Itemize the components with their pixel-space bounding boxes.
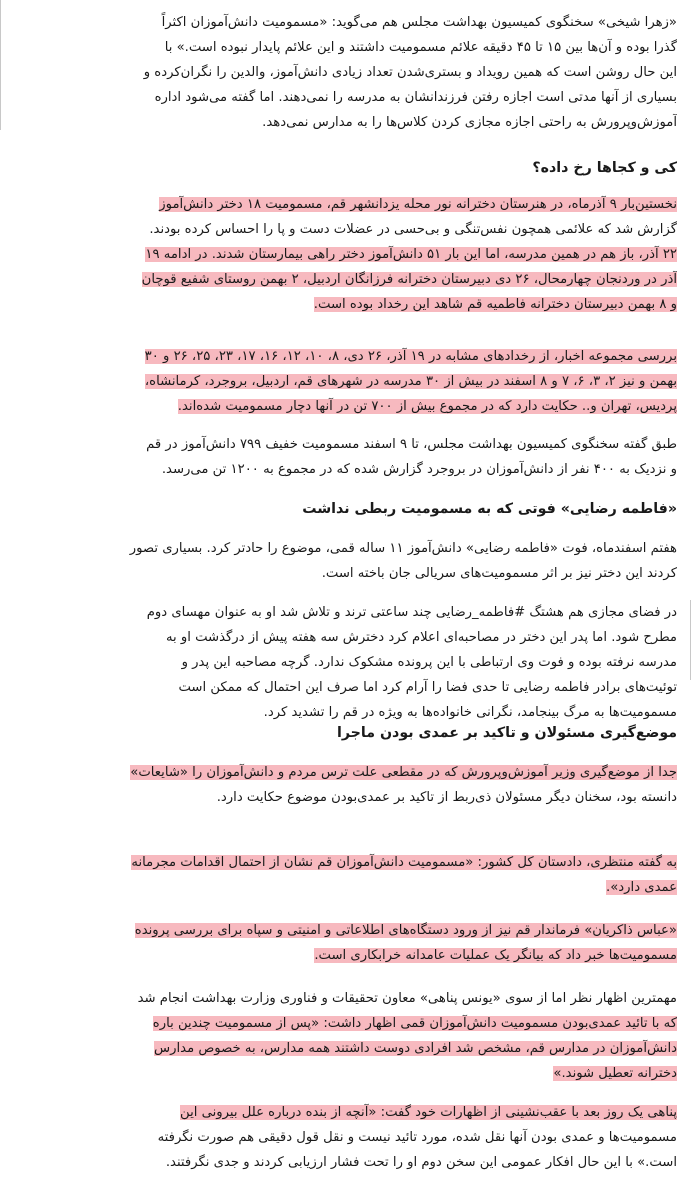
highlighted-text: که با تائید عمدی‌بودن مسمومیت دانش‌آموزان قمی اظهار داشت: «پس از مسمومیت چندین باره (152, 1016, 677, 1031)
text-line (13, 1061, 677, 1086)
paragraph-minister (13, 760, 677, 810)
text-line (13, 760, 677, 785)
text-line: توئیت‌های برادر فاطمه رضایی تا حدی فضا را آرام کرد اما صرف این احتمال که ممکن است (178, 680, 677, 695)
text-line (13, 192, 677, 217)
text-line (13, 394, 677, 419)
text-line: و نزدیک به ۴۰۰ نفر از دانش‌آموزان در بروجرد گزارش شده که در مجموع به ۱۲۰۰ تن می‌رسد. (161, 462, 677, 477)
highlighted-text: دانش‌آموزان در مدارس قم، مشخص شد افرادی دوست داشتند همه مدارس، به خصوص مدارس (154, 1041, 677, 1056)
text-line: مسمومیت‌ها و عمدی بودن آنها نقل شده، مورد تائید نیست و نقل قول دقیقی هم صورت نگرفته (157, 1130, 677, 1145)
text-line: دانسته بود، سخنان دیگر مسئولان ذی‌ربط از تاکید بر عمدی‌بودن موضوع حکایت دارد. (216, 790, 677, 805)
text-line (13, 267, 677, 292)
paragraph-prosecutor (13, 850, 677, 900)
paragraph-governor (13, 918, 677, 968)
text-line (13, 369, 677, 394)
highlighted-text: ۲۲ آذر، باز هم در همین مدرسه، اما این بار ۵۱ دانش‌آموز دختر راهی بیمارستان شدند. در ادامه ۱۹ (145, 247, 677, 262)
text-line (13, 242, 677, 267)
paragraph-death-report (13, 536, 677, 586)
section-heading-fatemeh-rezaei: «فاطمه رضایی» فوتی که به مسمومیت ربطی نداشت (302, 501, 677, 517)
text-line: در فضای مجازی هم هشتگ #فاطمه_رضایی چند ساعتی ترند و تلاش شد او به عنوان مهسای دوم (146, 605, 677, 620)
text-line (13, 344, 677, 369)
highlighted-text: دخترانه تعطیل شوند.» (553, 1066, 677, 1081)
text-line: مهمترین اظهار نظر اما از سوی «یونس پناهی» معاون تحقیقات و فناوری وزارت بهداشت انجام شد (137, 991, 677, 1006)
text-line: مسمومیت‌ها به مرگ بینجامد، نگرانی خانواده‌ها به ویژه در قم را تشدید کرد. (263, 705, 677, 720)
highlighted-text: بررسی مجموعه اخبار، از رخدادهای مشابه در ۱۹ آذر، ۲۶ دی، ۸، ۱۰، ۱۲، ۱۶، ۱۷، ۲۳، ۲۵، ۲۶ و ۳۰ (144, 349, 677, 364)
highlighted-text: نخستین‌بار ۹ آذرماه، در هنرستان دخترانه نور محله یزدانشهر قم، مسمومیت ۱۸ دختر دانش‌آموز (159, 197, 677, 212)
text-line: طبق گفته سخنگوی کمیسیون بهداشت مجلس، تا ۹ اسفند مسمومیت خفیف ۷۹۹ دانش‌آموز در قم (146, 437, 677, 452)
highlighted-text: آذر در وردنجان چهارمحال، ۲۶ دی دبیرستان دخترانه فرزانگان اردبیل، ۲ بهمن روستای شفیع قوچان (141, 272, 677, 287)
text-line (13, 918, 677, 943)
paragraph-totals (13, 432, 677, 482)
text-line: بسیاری از آنها مدتی است اجازه رفتن فرزندانشان به مدرسه را نمی‌دهند. اما گفته می‌شود اداره (154, 90, 677, 105)
highlighted-text: بهمن و نیز ۲، ۳، ۶، ۷ و ۸ اسفند در بیش از ۳۰ مدرسه در شهرهای قم، اردبیل، بروجرد، کرمانشاه، (144, 374, 677, 389)
paragraph-intro (13, 10, 677, 135)
text-line: گذرا بوده و آن‌ها بین ۱۵ تا ۴۵ دقیقه علائم مسمومیت داشتند و این علائم پایدار نبوده است.» با (164, 40, 677, 55)
highlighted-text: پناهی یک روز بعد با عقب‌نشینی از اظهارات خود گفت: «آنچه از بنده درباره علل بیرونی این (180, 1105, 677, 1120)
highlighted-text: به گفته منتظری، دادستان کل کشور: «مسمومیت دانش‌آموزان قم نشان از احتمال اقدامات مجرمانه (131, 855, 677, 870)
highlighted-text: و ۸ بهمن دبیرستان دخترانه فاطمیه قم شاهد این رخداد بوده است. (313, 297, 677, 312)
highlighted-text: جدا از موضع‌گیری وزیر آموزش‌وپرورش که در مقطعی علت ترس مردم و دانش‌آموزان را «شایعات» (130, 765, 677, 780)
highlighted-text: پردیس، تهران و.. حکایت دارد که در مجموع بیش از ۷۰۰ تن در آنها دچار مسمومیت شده‌اند. (177, 399, 677, 414)
text-line: آموزش‌وپرورش به راحتی اجازه مجازی کردن کلاس‌ها را به مدارس نمی‌دهد. (262, 115, 677, 130)
text-line (13, 850, 677, 875)
text-line: «زهرا شیخی» سخنگوی کمیسیون بهداشت مجلس هم می‌گوید: «مسمومیت دانش‌آموزان اکثراً (161, 15, 677, 30)
highlighted-text: مسمومیت‌ها خبر داد که بیانگر یک عملیات عامدانه خرابکاری است. (314, 948, 677, 963)
paragraph-deputy-minister (13, 986, 677, 1086)
text-line (13, 875, 677, 900)
text-line: گزارش شد که علائمی همچون نفس‌تنگی و بی‌حسی در عضلات دست و پا را احساس کرده بودند. (149, 222, 677, 237)
text-line: مطرح شود. اما پدر این دختر در مصاحبه‌ای اعلام کرد دخترش سه هفته پیش از درگذشت او به (165, 630, 677, 645)
section-heading-officials: موضع‌گیری مسئولان و تاکید بر عمدی بودن ماجرا (336, 725, 677, 741)
highlighted-text: «عباس ذاکریان» فرماندار قم نیز از ورود دستگاه‌های اطلاعاتی و امنیتی و سپاه برای بررسی پرونده (134, 923, 677, 938)
scan-edge-mark (0, 0, 1, 130)
text-line: کردند این دختر نیز بر اثر مسمومیت‌های سریالی جان باخته است. (321, 566, 677, 581)
paragraph-social-media (13, 600, 677, 725)
text-line: این حال روشن است که همین رویداد و بستری‌شدن تعداد زیادی دانش‌آموز، والدین را نگران‌کرده و (143, 65, 677, 80)
text-line: هفتم اسفندماه، فوت «فاطمه رضایی» دانش‌آموز ۱۱ ساله قمی، موضوع را حادتر کرد. بسیاری تصور (129, 541, 677, 556)
text-line (13, 943, 677, 968)
paragraph-retraction (13, 1100, 677, 1175)
text-line (13, 1036, 677, 1061)
section-heading-when-where: کی و کجاها رخ داده؟ (532, 160, 677, 176)
text-line (13, 1011, 677, 1036)
text-line (13, 292, 677, 317)
text-line: مدرسه نرفته بوده و فوت وی ارتباطی با این پرونده مشکوک ندارد. گرچه مصاحبه این پدر و (181, 655, 677, 670)
text-line: است.» با این حال افکار عمومی این سخن دوم او را تحت فشار ارزیابی کردند و جدی نگرفتند. (165, 1155, 677, 1170)
highlighted-text: عمدی دارد». (606, 880, 677, 895)
text-line (13, 1100, 677, 1125)
paragraph-timeline (13, 192, 677, 317)
paragraph-news-review (13, 344, 677, 419)
